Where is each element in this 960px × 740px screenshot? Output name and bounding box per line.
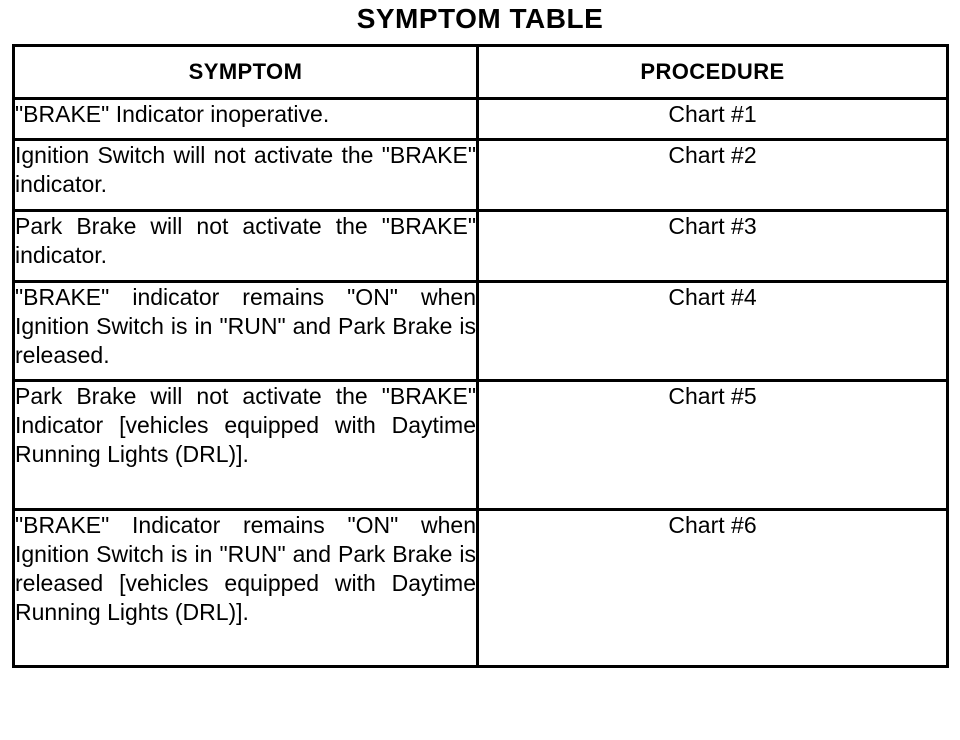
symptom-cell: Park Brake will not activate the "BRAKE" Indicator [vehicles equipped with Daytime Running Lights (DRL)]. xyxy=(14,381,478,510)
column-header-symptom: SYMPTOM xyxy=(14,46,478,99)
page-title: SYMPTOM TABLE xyxy=(356,3,604,34)
table-row xyxy=(14,140,948,211)
procedure-cell: Chart #6 xyxy=(478,510,948,667)
table-row xyxy=(14,211,948,282)
table-row xyxy=(14,381,948,510)
procedure-cell: Chart #3 xyxy=(478,211,948,282)
procedure-cell: Chart #4 xyxy=(478,282,948,381)
procedure-cell: Chart #2 xyxy=(478,140,948,211)
symptom-cell: Ignition Switch will not activate the "BRAKE" indicator. xyxy=(14,140,478,211)
symptom-cell: "BRAKE" indicator remains "ON" when Ignition Switch is in "RUN" and Park Brake is released. xyxy=(14,282,478,381)
procedure-cell: Chart #1 xyxy=(478,99,948,140)
symptom-cell: "BRAKE" Indicator inoperative. xyxy=(14,99,478,140)
column-header-procedure: PROCEDURE xyxy=(478,46,948,99)
symptom-cell: "BRAKE" Indicator remains "ON" when Ignition Switch is in "RUN" and Park Brake is released [vehicles equipped with Daytime Running Lights (DRL)]. xyxy=(14,510,478,667)
symptom-cell: Park Brake will not activate the "BRAKE" indicator. xyxy=(14,211,478,282)
symptom-table xyxy=(12,44,949,668)
procedure-cell: Chart #5 xyxy=(478,381,948,510)
table-header-row xyxy=(14,46,948,99)
table-row xyxy=(14,282,948,381)
table-row xyxy=(14,99,948,140)
table-row xyxy=(14,510,948,667)
